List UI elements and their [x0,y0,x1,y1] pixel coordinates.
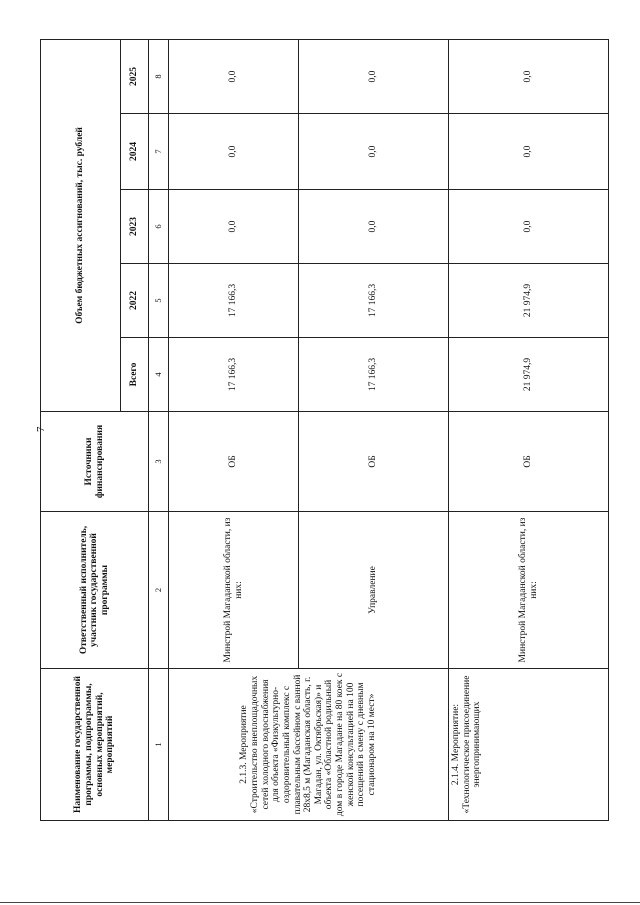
column-number: 7 [149,114,169,190]
value-cell: 21 974,9 [449,338,609,412]
executor-cell: Минстрой Магаданской области, из них: [169,512,299,669]
column-number: 3 [149,412,169,512]
value-cell: 0,0 [449,114,609,190]
budget-table [40,39,609,821]
value-cell: 17 166,3 [299,264,449,338]
header-row [41,40,121,821]
header-name: Наименование государственной программы, подпрограммы, основных мероприятий, мероприятий [41,669,149,821]
header-year-2023: 2023 [121,190,149,264]
header-year-2025: 2025 [121,40,149,114]
page-number: 7 [35,426,47,432]
header-executor: Ответственный исполнитель, участник государственной программы [41,512,149,669]
executor-cell: Минстрой Магаданской области, из них: [449,512,609,669]
column-number: 2 [149,512,169,669]
header-year-2024: 2024 [121,114,149,190]
value-cell: 0,0 [449,190,609,264]
source-cell: ОБ [449,412,609,512]
executor-cell: Управление [299,512,449,669]
header-source: Источники финансирования [41,412,149,512]
column-number: 8 [149,40,169,114]
header-year-2022: 2022 [121,264,149,338]
value-cell: 0,0 [299,114,449,190]
column-number: 6 [149,190,169,264]
activity-name-cell: 2.1.4. Мероприятие: «Технологическое присоединение энергопринимающих [449,669,609,821]
source-cell: ОБ [299,412,449,512]
column-number: 4 [149,338,169,412]
value-cell: 0,0 [299,40,449,114]
table-row [449,40,609,821]
column-number-row [149,40,169,821]
value-cell: 0,0 [169,190,299,264]
column-number: 1 [149,669,169,821]
value-cell: 0,0 [299,190,449,264]
value-cell: 17 166,3 [169,338,299,412]
source-cell: ОБ [169,412,299,512]
value-cell: 17 166,3 [299,338,449,412]
activity-name-cell: 2.1.3. Мероприятие «Строительство внеплощадочных сетей холодного водоснабжения для объекта «Физкультурно-оздоровительный комплекс с плавательным бассейном с ванной 28х8,5 м (Магаданская область, г. Магадан, ул. Октябрьская)» и объекта «Областной родильный дом в городе Магадане на 80 коек с женской консультацией на 100 посещений в смену с дневным стационаром на 10 мест» [169,669,449,821]
header-year-total: Всего [121,338,149,412]
header-volume: Объем бюджетных ассигнований, тыс. рублей [41,40,121,412]
value-cell: 21 974,9 [449,264,609,338]
column-number: 5 [149,264,169,338]
value-cell: 17 166,3 [169,264,299,338]
bottom-divider [0,902,640,903]
value-cell: 0,0 [169,40,299,114]
value-cell: 0,0 [449,40,609,114]
table-row [169,40,299,821]
value-cell: 0,0 [169,114,299,190]
table-container [40,39,609,821]
